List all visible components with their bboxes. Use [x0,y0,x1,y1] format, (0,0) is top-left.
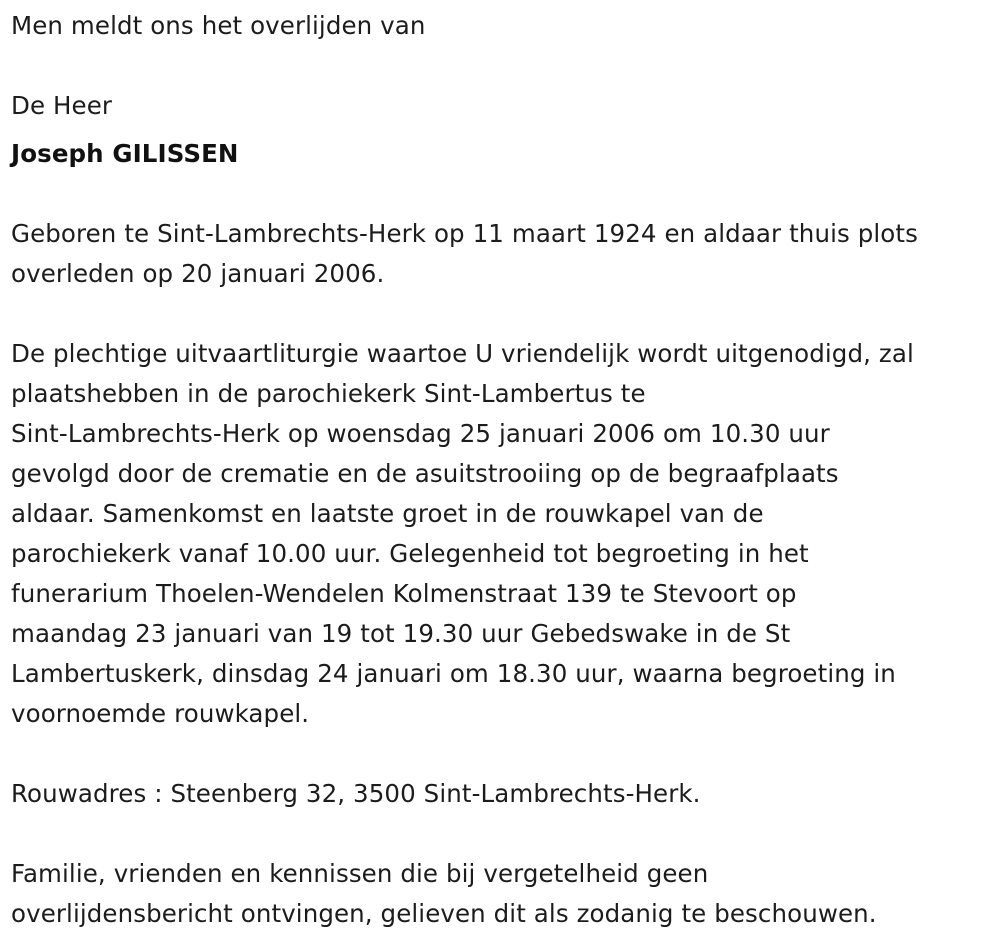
paragraph-line: voornoemde rouwkapel. [11,699,310,728]
paragraph-line: Geboren te Sint-Lambrechts-Herk op 11 maart 1924 en aldaar thuis plots [11,219,918,248]
paragraph-line: aldaar. Samenkomst en laatste groet in de rouwkapel van de [11,499,764,528]
paragraph-line: Sint-Lambrechts-Herk op woensdag 25 januari 2006 om 10.30 uur [11,419,830,448]
paragraph-line: parochiekerk vanaf 10.00 uur. Gelegenheid tot begroeting in het [11,539,809,568]
deceased-name: Joseph GILISSEN [11,139,239,168]
paragraph-line: overleden op 20 januari 2006. [11,259,385,288]
paragraph-line: De plechtige uitvaartliturgie waartoe U vriendelijk wordt uitgenodigd, zal [11,339,914,368]
paragraph-line: overlijdensbericht ontvingen, gelieven dit als zodanig te beschouwen. [11,899,877,928]
paragraph-line: plaatshebben in de parochiekerk Sint-Lambertus te [11,379,646,408]
paragraph-line: maandag 23 januari van 19 tot 19.30 uur Gebedswake in de St [11,619,791,648]
funeral-paragraph [11,334,914,734]
intro-text: Men meldt ons het overlijden van [11,11,426,40]
birth-paragraph [11,214,918,294]
paragraph-line: Familie, vrienden en kennissen die bij vergetelheid geen [11,859,709,888]
closing-paragraph [11,854,877,934]
mourning-address: Rouwadres : Steenberg 32, 3500 Sint-Lambrechts-Herk. [11,779,701,808]
paragraph-line: gevolgd door de crematie en de asuitstrooiing op de begraafplaats [11,459,839,488]
paragraph-line: funerarium Thoelen-Wendelen Kolmenstraat 139 te Stevoort op [11,579,797,608]
paragraph-line: Lambertuskerk, dinsdag 24 januari om 18.30 uur, waarna begroeting in [11,659,896,688]
honorific: De Heer [11,91,113,120]
